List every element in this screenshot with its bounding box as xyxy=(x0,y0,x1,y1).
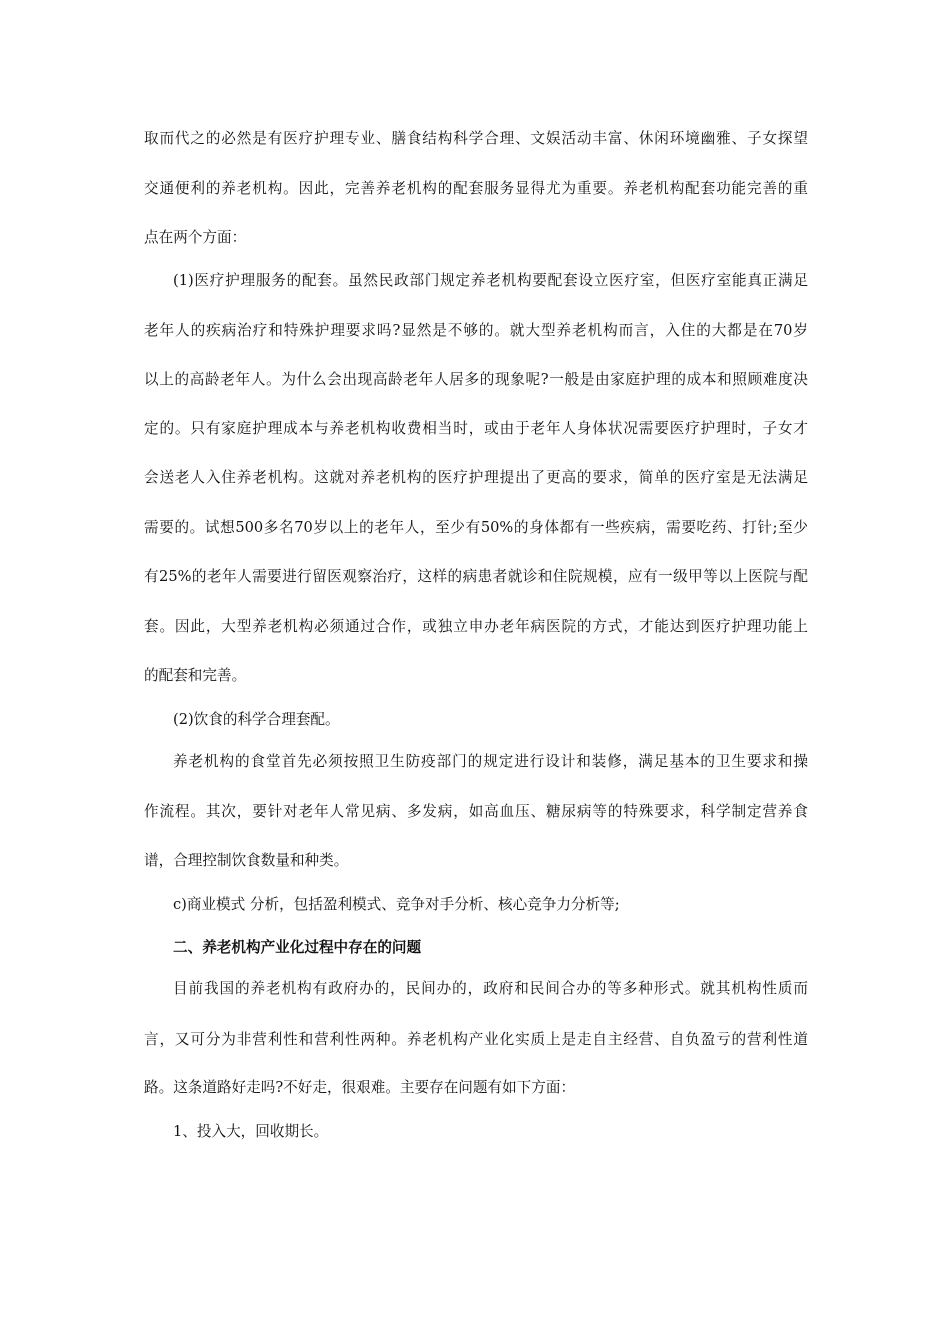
paragraph-line: 有25%的老年人需要进行留医观察治疗，这样的病患者就诊和住院规模，应有一级甲等以上医院与配 xyxy=(144,568,808,585)
paragraph-line: 养老机构的食堂首先必须按照卫生防疫部门的规定进行设计和装修，满足基本的卫生要求和操 xyxy=(173,753,808,770)
paragraph-line: 需要的。试想500多名70岁以上的老年人，至少有50%的身体都有一些疾病，需要吃药、打针;至少 xyxy=(144,519,808,536)
paragraph-line: 取而代之的必然是有医疗护理专业、膳食结构科学合理、文娱活动丰富、休闲环境幽雅、子女探望 xyxy=(144,130,808,147)
paragraph-line: (1)医疗护理服务的配套。虽然民政部门规定养老机构要配套设立医疗室，但医疗室能真正满足 xyxy=(173,272,808,289)
paragraph-line: 定的。只有家庭护理成本与养老机构收费相当时，或由于老年人身体状况需要医疗护理时，子女才 xyxy=(144,420,808,437)
paragraph-line: 言，又可分为非营利性和营利性两种。养老机构产业化实质上是走自主经营、自负盈亏的营利性道 xyxy=(144,1031,808,1048)
paragraph-line: 套。因此，大型养老机构必须通过合作，或独立申办老年病医院的方式，才能达到医疗护理功能上 xyxy=(144,618,808,635)
paragraph-line: 目前我国的养老机构有政府办的，民间办的，政府和民间合办的等多种形式。就其机构性质而 xyxy=(173,980,808,997)
subheading: (2)饮食的科学合理套配。 xyxy=(173,711,340,728)
section-heading: 二、养老机构产业化过程中存在的问题 xyxy=(173,939,422,956)
paragraph-line: c)商业模式 分析，包括盈利模式、竞争对手分析、核心竞争力分析等; xyxy=(173,896,620,913)
paragraph-line: 的配套和完善。 xyxy=(144,667,247,684)
paragraph-line: 会送老人入住养老机构。这就对养老机构的医疗护理提出了更高的要求，简单的医疗室是无法满足 xyxy=(144,469,808,486)
paragraph-line: 老年人的疾病治疗和特殊护理要求吗?显然是不够的。就大型养老机构而言，入住的大都是在70岁 xyxy=(144,322,808,339)
paragraph-line: 路。这条道路好走吗?不好走，很艰难。主要存在问题有如下方面： xyxy=(144,1079,576,1096)
paragraph-line: 交通便利的养老机构。因此，完善养老机构的配套服务显得尤为重要。养老机构配套功能完善的重 xyxy=(144,180,808,197)
paragraph-line: 谱，合理控制饮食数量和种类。 xyxy=(144,852,349,869)
paragraph-line: 点在两个方面： xyxy=(144,229,247,246)
list-item: 1、投入大，回收期长。 xyxy=(173,1123,329,1140)
paragraph-line: 作流程。其次，要针对老年人常见病、多发病，如高血压、糖尿病等的特殊要求，科学制定营养食 xyxy=(144,803,808,820)
paragraph-line: 以上的高龄老年人。为什么会出现高龄老年人居多的现象呢?一般是由家庭护理的成本和照顾难度决 xyxy=(144,371,808,388)
